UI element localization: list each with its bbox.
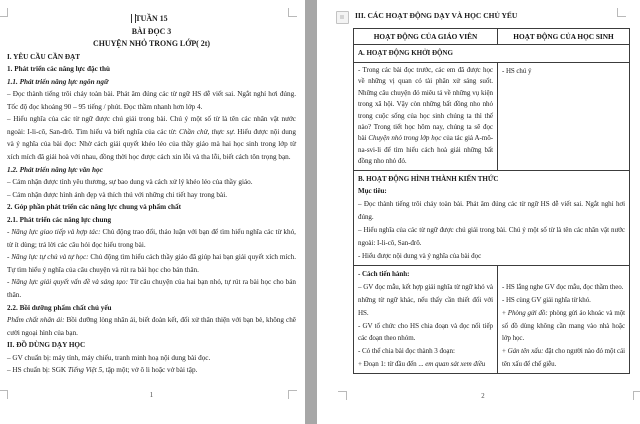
text-run: - — [7, 278, 12, 287]
text-run: – Đọc thành tiếng trôi chảy toàn bài. Phát âm đúng các từ ngữ HS dễ viết sai. Ngắt nghỉ hơi đúng. — [358, 200, 625, 222]
text-run: Năng lực tự chủ và tự học: — [11, 253, 89, 262]
text-run: – GV chuẩn bị: máy tính, máy chiếu, tranh minh hoạ nội dung bài đọc. — [7, 353, 211, 362]
paragraph[interactable] — [7, 352, 296, 365]
text-run: Chủ động tìm hiểu cách thầy giáo đã giúp hai bạn giải quyết xích mích. Tự tìm hiểu ý nghĩa của câu chuyện và rút ra bài học cho bản thân. — [7, 253, 296, 274]
page-1[interactable] — [0, 0, 305, 424]
text-run: 1.2. Phát triển năng lực văn học — [7, 165, 103, 174]
text-run: I. YÊU CẦU CẦN ĐẠT — [7, 52, 81, 61]
text-run: Chủ động trao đổi, thảo luận với bạn để tìm hiểu nghĩa các từ khó, từ ít dùng; trả lời các câu hỏi đọc hiểu trong bài. — [7, 228, 296, 249]
student-activity-cell[interactable] — [498, 62, 630, 170]
paragraph[interactable] — [7, 302, 296, 315]
margin-corner-mark — [633, 391, 640, 400]
text-run: của tác giả A-mô-na-svi-li để tìm hiểu cách hoà giải những bất đồng nho nhỏ đó. — [358, 134, 494, 166]
paragraph[interactable] — [7, 214, 296, 227]
paragraph[interactable] — [7, 339, 296, 352]
table-header-cell[interactable]: HOẠT ĐỘNG CỦA HỌC SINH — [498, 29, 630, 45]
text-run: – Hiểu nghĩa của các từ ngữ được chú giải trong bài. Chú ý một số từ là tên các nhân vật nước ngoài: I-li-cô, San-đrô. Tìm hiểu và biết nghĩa của các từ: — [7, 115, 296, 136]
paragraph[interactable] — [7, 189, 296, 202]
text-run: – Hiểu nghĩa của các từ ngữ được chú giải trong bài. Chú ý một số từ là tên các nhân vật nước ngoài: I-li-cô, San-đrô. — [358, 226, 625, 248]
text-run: - — [7, 228, 12, 237]
text-run: III. CÁC HOẠT ĐỘNG DẠY VÀ HỌC CHỦ YẾU — [355, 11, 518, 20]
paragraph[interactable] — [7, 113, 296, 163]
page-1-body — [7, 13, 296, 377]
text-run: BÀI ĐỌC 3 — [131, 26, 172, 36]
text-run: 1.1. Phát triển năng lực ngôn ngữ — [7, 77, 109, 86]
text-run: - Có thể chia bài đọc thành 3 đoạn: — [358, 347, 455, 356]
text-run: B. HOẠT ĐỘNG HÌNH THÀNH KIẾN THỨC — [358, 174, 499, 183]
text-run: Bồi dưỡng lòng nhân ái, biết đoàn kết, đối xử thân thiện với bạn bè, không chê cười ngoại hình của bạn. — [7, 316, 296, 337]
paragraph[interactable] — [358, 268, 493, 281]
text-run: – Cảm nhận được hình ảnh đẹp và thích thú với những chi tiết hay trong bài. — [7, 190, 227, 199]
paragraph[interactable] — [7, 314, 296, 339]
student-activity-cell[interactable] — [498, 265, 630, 373]
paragraph[interactable] — [7, 164, 296, 177]
text-run: - HS chú ý — [502, 66, 532, 75]
paragraph[interactable] — [7, 51, 296, 64]
paragraph[interactable] — [358, 224, 625, 250]
table-row — [354, 170, 630, 265]
paragraph[interactable] — [7, 276, 296, 301]
paragraph[interactable] — [7, 13, 296, 26]
text-run: , tập một; vở ô li hoặc vở bài tập. — [102, 366, 198, 375]
table-header-row — [354, 29, 630, 45]
page-number: 1 — [149, 392, 154, 399]
paragraph[interactable] — [358, 358, 493, 371]
paragraph[interactable] — [358, 345, 493, 358]
paragraph[interactable] — [7, 63, 296, 76]
page-2[interactable] — [317, 0, 640, 424]
paragraph[interactable] — [358, 47, 625, 60]
paragraph[interactable] — [358, 173, 625, 186]
text-run: Gán tên xấu: — [507, 347, 544, 356]
paragraph[interactable] — [358, 185, 625, 198]
text-run: - HS lắng nghe GV đọc mẫu, đọc thầm theo. — [502, 282, 624, 291]
merged-cell[interactable] — [354, 45, 630, 63]
text-run: - HS cùng GV giải nghĩa từ khó. — [502, 295, 591, 304]
table-header-cell[interactable]: HOẠT ĐỘNG CỦA GIÁO VIÊN — [354, 29, 498, 45]
text-run: Phòng gửi đồ: — [507, 308, 548, 317]
text-run: 2.2. Bồi dưỡng phẩm chất chủ yếu — [7, 303, 112, 312]
paragraph[interactable] — [7, 226, 296, 251]
table-row — [354, 62, 630, 170]
activities-table — [353, 28, 630, 374]
text-run: II. ĐỒ DÙNG DẠY HỌC — [7, 341, 86, 350]
text-run: 2.1. Phát triển các năng lực chung — [7, 215, 112, 224]
paragraph[interactable] — [502, 307, 625, 346]
text-run: – HS chuẩn bị: SGK — [7, 366, 68, 375]
text-run: - Cách tiến hành: — [358, 269, 410, 278]
text-run: Năng lực giao tiếp và hợp tác: — [11, 228, 101, 237]
text-run: + — [502, 308, 508, 317]
paragraph[interactable] — [7, 76, 296, 89]
text-run: Năng lực giải quyết vấn đề và sáng tạo: — [11, 278, 128, 287]
text-run: – Đọc thành tiếng trôi chảy toàn bài. Phát âm đúng các từ ngữ HS dễ viết sai. Ngắt nghỉ hơi đúng. Tốc độ đọc khoảng 90 – 95 tiếng / phút. Đọc thầm nhanh hơn lớp 4. — [7, 90, 296, 111]
text-run: Chần chừ, thực sự — [179, 127, 234, 136]
paragraph[interactable] — [358, 250, 625, 263]
teacher-activity-cell[interactable] — [354, 62, 498, 170]
paragraph[interactable] — [355, 10, 635, 22]
table-row — [354, 265, 630, 373]
paragraph[interactable] — [502, 281, 625, 294]
text-run: - — [7, 253, 12, 262]
paragraph[interactable] — [7, 201, 296, 214]
paragraph[interactable] — [502, 268, 625, 281]
table-row — [354, 45, 630, 63]
text-run: + Đoạn 1: từ đầu đến ... — [358, 360, 426, 369]
paragraph[interactable] — [358, 65, 493, 168]
table-handle-dot — [340, 15, 344, 19]
text-run: Tiếng Việt 5 — [67, 366, 103, 375]
teacher-activity-cell[interactable] — [354, 265, 498, 373]
text-run: – GV đọc mẫu, kết hợp giải nghĩa từ ngữ khó và những từ ngữ khác, nếu thấy cần thiết đối với HS. — [358, 282, 493, 317]
text-run: 1. Phát triển các năng lực đặc thù — [7, 65, 110, 74]
text-run: Từ câu chuyện của hai bạn nhỏ, tự rút ra bài học cho bản thân. — [7, 278, 296, 300]
text-run: - Hiểu được nội dung và ý nghĩa của bài đọc — [358, 252, 482, 260]
paragraph[interactable] — [502, 294, 625, 307]
page-number: 2 — [481, 393, 485, 400]
paragraph[interactable] — [7, 38, 296, 51]
paragraph[interactable] — [7, 251, 296, 276]
paragraph[interactable] — [7, 88, 296, 113]
text-run: Phẩm chất nhân ái: — [7, 316, 65, 325]
text-run: em quan sát xem điều — [425, 360, 486, 369]
paragraph[interactable] — [7, 26, 296, 39]
paragraph[interactable] — [358, 281, 493, 320]
text-run: . Hiểu được nội dung và ý nghĩa của bài đọc: Nhờ cách giải quyết khéo léo của thầy giáo mà hai học sinh trong lớp từ xích mích đã giải hoà với nhau, đồng thời học được cách xin lỗi và tha lỗi, biết cách tôn trọng bạn. — [7, 127, 296, 162]
text-run: phòng gửi áo khoác và một số đồ dùng không cần mang vào nhà hoặc lớp học. — [502, 308, 625, 343]
text-run: CHUYỆN NHỎ TRONG LỚP( 2t) — [93, 39, 210, 49]
text-run: - Trong các bài đọc trước, các em đã được học về những vị quan có tài phân xử sáng suốt. Những câu chuyện đó miêu tả về những vụ kiện trong xã hội. Vậy còn những bất đồng nho nhỏ trong cuộc sống của học sinh chúng ta thì thế nào? Trong tiết học hôm nay, chúng ta sẽ đọc bài — [358, 65, 493, 143]
section-heading — [355, 10, 635, 22]
text-run: Mục tiêu: — [358, 187, 387, 196]
text-run: - GV tổ chức cho HS chia đoạn và đọc nối tiếp các đoạn theo nhóm. — [358, 321, 493, 343]
merged-cell[interactable] — [354, 170, 630, 265]
text-run: TUẦN 15 — [135, 14, 168, 23]
text-run: A. HOẠT ĐỘNG KHỞI ĐỘNG — [358, 49, 453, 57]
paragraph[interactable] — [7, 364, 296, 377]
text-run: 2. Góp phần phát triển các năng lực chung và phẩm chất — [7, 203, 182, 212]
text-run: đặt cho người nào đó một cái tên xấu để chế giễu. — [502, 347, 625, 369]
paragraph[interactable] — [502, 65, 625, 78]
table-handle-icon[interactable] — [336, 11, 349, 24]
paragraph[interactable] — [502, 345, 625, 371]
text-run: – Cảm nhận được tình yêu thương, sự bao dung và cách xử lý khéo léo của thầy giáo. — [7, 178, 253, 187]
text-run: + — [502, 347, 508, 356]
paragraph[interactable] — [7, 176, 296, 189]
paragraph[interactable] — [358, 198, 625, 224]
paragraph[interactable] — [358, 320, 493, 346]
text-run: Chuyện nhỏ trong lớp học — [368, 134, 442, 143]
